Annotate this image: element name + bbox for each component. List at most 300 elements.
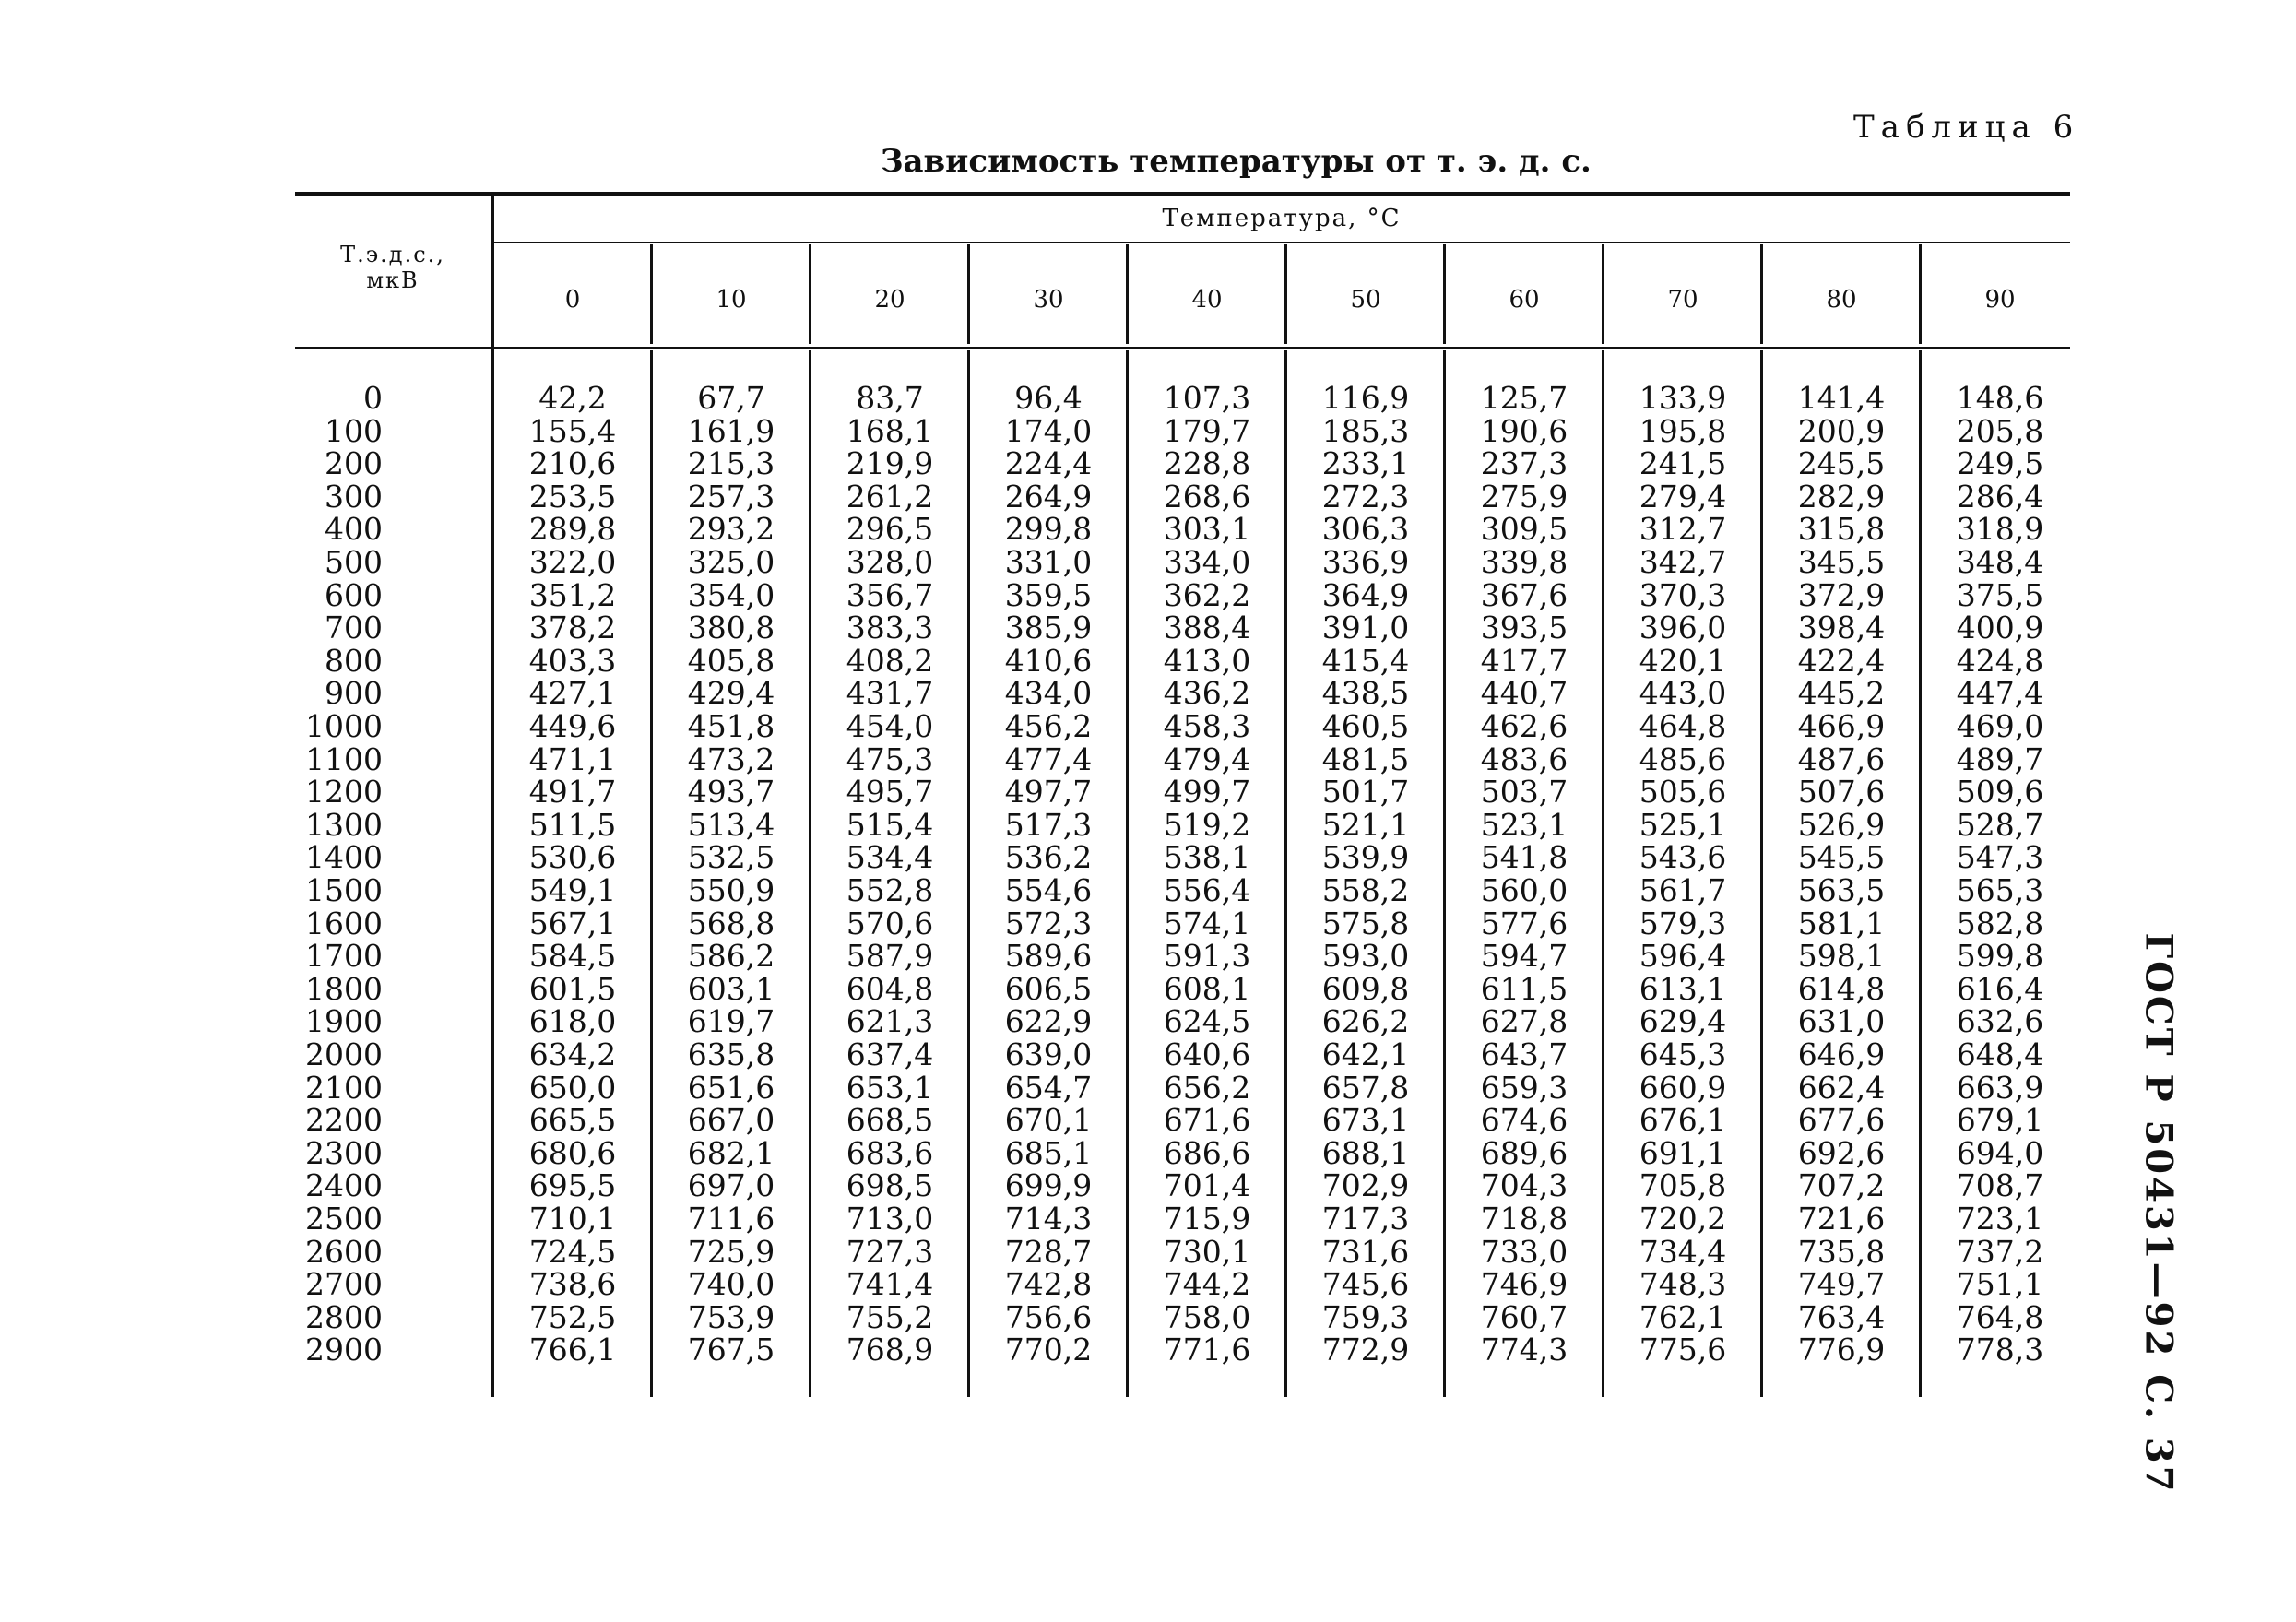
table-cell: 393,5 [1480, 610, 1568, 646]
table-cell: 753,9 [687, 1298, 775, 1335]
column-header: 10 [716, 286, 747, 314]
table-cell: 624,5 [1163, 1003, 1251, 1040]
table-cell: 473,2 [687, 740, 775, 777]
row-emf-label: 2700 [305, 1266, 383, 1303]
table-cell: 686,6 [1163, 1134, 1251, 1171]
table-cell: 734,4 [1639, 1233, 1727, 1270]
table-cell: 749,7 [1797, 1266, 1886, 1303]
table-cell: 275,9 [1480, 478, 1568, 515]
table-cell: 775,6 [1639, 1332, 1727, 1368]
table-cell: 714,3 [1004, 1201, 1093, 1237]
column-header: 90 [1984, 286, 2016, 314]
row-emf-label: 2500 [305, 1201, 383, 1237]
table-cell: 708,7 [1956, 1167, 2044, 1204]
table-cell: 325,0 [687, 544, 775, 580]
table-cell: 179,7 [1163, 412, 1251, 449]
table-cell: 282,9 [1797, 478, 1886, 515]
table-cell: 528,7 [1956, 806, 2044, 843]
table-cell: 116,9 [1321, 380, 1410, 416]
table-cell: 619,7 [687, 1003, 775, 1040]
table-cell: 451,8 [687, 708, 775, 744]
table-cell: 704,3 [1480, 1167, 1568, 1204]
row-emf-label: 0 [363, 380, 383, 416]
row-emf-label: 2100 [305, 1069, 383, 1106]
table-cell: 434,0 [1004, 675, 1093, 712]
column-header: 50 [1350, 286, 1381, 314]
table-cell: 541,8 [1480, 839, 1568, 876]
table-cell: 210,6 [528, 445, 617, 482]
table-cell: 403,3 [528, 642, 617, 679]
table-cell: 692,6 [1797, 1134, 1886, 1171]
table-cell: 653,1 [846, 1069, 934, 1106]
table-cell: 477,4 [1004, 740, 1093, 777]
table-cell: 380,8 [687, 610, 775, 646]
row-emf-label: 2600 [305, 1233, 383, 1270]
table-cell: 168,1 [846, 412, 934, 449]
row-emf-label: 200 [325, 445, 383, 482]
table-cell: 685,1 [1004, 1134, 1093, 1171]
table-cell: 408,2 [846, 642, 934, 679]
table-cell: 691,1 [1639, 1134, 1727, 1171]
table-cell: 697,0 [687, 1167, 775, 1204]
emf-header [295, 242, 491, 293]
table-cell: 561,7 [1639, 872, 1727, 908]
table-cell: 334,0 [1163, 544, 1251, 580]
table-cell: 724,5 [528, 1233, 617, 1270]
table-cell: 584,5 [528, 938, 617, 975]
document-footer: ГОСТ Р 50431—92 С. 37 [2136, 932, 2181, 1495]
table-cell: 481,5 [1321, 740, 1410, 777]
table-cell: 570,6 [846, 905, 934, 941]
table-cell: 634,2 [528, 1036, 617, 1072]
column-header: 40 [1191, 286, 1223, 314]
table-cell: 424,8 [1956, 642, 2044, 679]
row-emf-label: 2300 [305, 1134, 383, 1171]
table-cell: 760,7 [1480, 1298, 1568, 1335]
table-cell: 215,3 [687, 445, 775, 482]
table-cell: 603,1 [687, 970, 775, 1007]
table-cell: 391,0 [1321, 610, 1410, 646]
table-cell: 312,7 [1639, 511, 1727, 548]
table-cell: 543,6 [1639, 839, 1727, 876]
table-cell: 742,8 [1004, 1266, 1093, 1303]
row-emf-label: 2400 [305, 1167, 383, 1204]
table-cell: 475,3 [846, 740, 934, 777]
table-cell: 727,3 [846, 1233, 934, 1270]
table-cell: 289,8 [528, 511, 617, 548]
table-cell: 396,0 [1639, 610, 1727, 646]
table-cell: 604,8 [846, 970, 934, 1007]
table-cell: 375,5 [1956, 576, 2044, 613]
table-cell: 635,8 [687, 1036, 775, 1072]
table-cell: 521,1 [1321, 806, 1410, 843]
table-cell: 547,3 [1956, 839, 2044, 876]
table-cell: 618,0 [528, 1003, 617, 1040]
table-cell: 629,4 [1639, 1003, 1727, 1040]
table-cell: 613,1 [1639, 970, 1727, 1007]
row-emf-label: 100 [325, 412, 383, 449]
table-cell: 429,4 [687, 675, 775, 712]
table-cell: 601,5 [528, 970, 617, 1007]
table-cell: 538,1 [1163, 839, 1251, 876]
table-cell: 598,1 [1797, 938, 1886, 975]
table-cell: 445,2 [1797, 675, 1886, 712]
row-emf-label: 700 [325, 610, 383, 646]
table-number-label: Таблица 6 [1853, 109, 2080, 146]
table-cell: 415,4 [1321, 642, 1410, 679]
table-cell: 699,9 [1004, 1167, 1093, 1204]
table-cell: 608,1 [1163, 970, 1251, 1007]
table-cell: 776,9 [1797, 1332, 1886, 1368]
table-cell: 249,5 [1956, 445, 2044, 482]
column-header: 80 [1826, 286, 1857, 314]
table-cell: 594,7 [1480, 938, 1568, 975]
table-cell: 383,3 [846, 610, 934, 646]
table-cell: 268,6 [1163, 478, 1251, 515]
table-cell: 261,2 [846, 478, 934, 515]
table-cell: 554,6 [1004, 872, 1093, 908]
table-cell: 744,2 [1163, 1266, 1251, 1303]
table-cell: 431,7 [846, 675, 934, 712]
table-cell: 491,7 [528, 774, 617, 811]
table-cell: 345,5 [1797, 544, 1886, 580]
table-cell: 574,1 [1163, 905, 1251, 941]
table-cell: 767,5 [687, 1332, 775, 1368]
table-cell: 689,6 [1480, 1134, 1568, 1171]
table-cell: 497,7 [1004, 774, 1093, 811]
table-cell: 737,2 [1956, 1233, 2044, 1270]
table-cell: 485,6 [1639, 740, 1727, 777]
table-cell: 631,0 [1797, 1003, 1886, 1040]
row-emf-label: 400 [325, 511, 383, 548]
table-cell: 772,9 [1321, 1332, 1410, 1368]
table-cell: 487,6 [1797, 740, 1886, 777]
table-cell: 616,4 [1956, 970, 2044, 1007]
table-cell: 718,8 [1480, 1201, 1568, 1237]
row-emf-label: 1000 [305, 708, 383, 744]
table-cell: 556,4 [1163, 872, 1251, 908]
table-cell: 161,9 [687, 412, 775, 449]
table-cell: 560,0 [1480, 872, 1568, 908]
table-cell: 671,6 [1163, 1102, 1251, 1139]
table-cell: 318,9 [1956, 511, 2044, 548]
table-cell: 707,2 [1797, 1167, 1886, 1204]
table-cell: 233,1 [1321, 445, 1410, 482]
table-cell: 306,3 [1321, 511, 1410, 548]
table-cell: 141,4 [1797, 380, 1886, 416]
table-cell: 591,3 [1163, 938, 1251, 975]
table-cell: 572,3 [1004, 905, 1093, 941]
table-cell: 469,0 [1956, 708, 2044, 744]
table-cell: 698,5 [846, 1167, 934, 1204]
table-cell: 764,8 [1956, 1298, 2044, 1335]
row-emf-label: 1400 [305, 839, 383, 876]
table-cell: 205,8 [1956, 412, 2044, 449]
table-cell: 755,2 [846, 1298, 934, 1335]
table-cell: 662,4 [1797, 1069, 1886, 1106]
table-cell: 148,6 [1956, 380, 2044, 416]
table-cell: 677,6 [1797, 1102, 1886, 1139]
table-cell: 701,4 [1163, 1167, 1251, 1204]
table-cell: 663,9 [1956, 1069, 2044, 1106]
table-cell: 322,0 [528, 544, 617, 580]
table-cell: 751,1 [1956, 1266, 2044, 1303]
table-cell: 545,5 [1797, 839, 1886, 876]
table-cell: 762,1 [1639, 1298, 1727, 1335]
table-cell: 83,7 [856, 380, 924, 416]
table-cell: 385,9 [1004, 610, 1093, 646]
table-cell: 509,6 [1956, 774, 2044, 811]
row-emf-label: 2900 [305, 1332, 383, 1368]
table-cell: 771,6 [1163, 1332, 1251, 1368]
table-cell: 507,6 [1797, 774, 1886, 811]
table-cell: 315,8 [1797, 511, 1886, 548]
table-cell: 642,1 [1321, 1036, 1410, 1072]
table-cell: 303,1 [1163, 511, 1251, 548]
table-cell: 356,7 [846, 576, 934, 613]
table-cell: 155,4 [528, 412, 617, 449]
table-cell: 378,2 [528, 610, 617, 646]
emf-header-label: Т.э.д.с., [340, 242, 445, 267]
table-cell: 646,9 [1797, 1036, 1886, 1072]
table-cell: 778,3 [1956, 1332, 2044, 1368]
table-cell: 279,4 [1639, 478, 1727, 515]
table-cell: 511,5 [528, 806, 617, 843]
table-cell: 331,0 [1004, 544, 1093, 580]
row-emf-label: 1300 [305, 806, 383, 843]
table-cell: 195,8 [1639, 412, 1727, 449]
table-cell: 721,6 [1797, 1201, 1886, 1237]
table-cell: 427,1 [528, 675, 617, 712]
table-cell: 659,3 [1480, 1069, 1568, 1106]
table-cell: 711,6 [687, 1201, 775, 1237]
table-cell: 763,4 [1797, 1298, 1886, 1335]
table-cell: 599,8 [1956, 938, 2044, 975]
table-cell: 367,6 [1480, 576, 1568, 613]
row-emf-label: 1200 [305, 774, 383, 811]
column-header: 60 [1509, 286, 1540, 314]
table-cell: 483,6 [1480, 740, 1568, 777]
table-cell: 309,5 [1480, 511, 1568, 548]
table-cell: 752,5 [528, 1298, 617, 1335]
table-cell: 398,4 [1797, 610, 1886, 646]
table-cell: 438,5 [1321, 675, 1410, 712]
table-cell: 466,9 [1797, 708, 1886, 744]
table-cell: 436,2 [1163, 675, 1251, 712]
table-cell: 668,5 [846, 1102, 934, 1139]
temperature-header-rule [493, 242, 2070, 243]
table-cell: 651,6 [687, 1069, 775, 1106]
table-cell: 253,5 [528, 478, 617, 515]
table-cell: 489,7 [1956, 740, 2044, 777]
table-cell: 563,5 [1797, 872, 1886, 908]
table-cell: 643,7 [1480, 1036, 1568, 1072]
table-cell: 534,4 [846, 839, 934, 876]
table-cell: 770,2 [1004, 1332, 1093, 1368]
table-cell: 410,6 [1004, 642, 1093, 679]
table-cell: 372,9 [1797, 576, 1886, 613]
table-cell: 370,3 [1639, 576, 1727, 613]
table-cell: 413,0 [1163, 642, 1251, 679]
table-cell: 587,9 [846, 938, 934, 975]
table-cell: 579,3 [1639, 905, 1727, 941]
table-cell: 348,4 [1956, 544, 2044, 580]
table-cell: 694,0 [1956, 1134, 2044, 1171]
table-cell: 648,4 [1956, 1036, 2044, 1072]
table-cell: 449,6 [528, 708, 617, 744]
table-cell: 517,3 [1004, 806, 1093, 843]
table-cell: 190,6 [1480, 412, 1568, 449]
table-cell: 680,6 [528, 1134, 617, 1171]
table-cell: 740,0 [687, 1266, 775, 1303]
table-cell: 710,1 [528, 1201, 617, 1237]
table-cell: 654,7 [1004, 1069, 1093, 1106]
table-cell: 679,1 [1956, 1102, 2044, 1139]
table-cell: 342,7 [1639, 544, 1727, 580]
table-cell: 639,0 [1004, 1036, 1093, 1072]
table-cell: 513,4 [687, 806, 775, 843]
table-cell: 774,3 [1480, 1332, 1568, 1368]
table-cell: 745,6 [1321, 1266, 1410, 1303]
table-cell: 328,0 [846, 544, 934, 580]
table-cell: 364,9 [1321, 576, 1410, 613]
table-cell: 536,2 [1004, 839, 1093, 876]
table-cell: 645,3 [1639, 1036, 1727, 1072]
table-cell: 622,9 [1004, 1003, 1093, 1040]
table-cell: 667,0 [687, 1102, 775, 1139]
table-cell: 532,5 [687, 839, 775, 876]
table-cell: 568,8 [687, 905, 775, 941]
column-header: 20 [874, 286, 905, 314]
table-cell: 228,8 [1163, 445, 1251, 482]
table-cell: 558,2 [1321, 872, 1410, 908]
table-cell: 577,6 [1480, 905, 1568, 941]
table-cell: 351,2 [528, 576, 617, 613]
table-cell: 670,1 [1004, 1102, 1093, 1139]
table-cell: 257,3 [687, 478, 775, 515]
table-cell: 447,4 [1956, 675, 2044, 712]
temperature-header: Температура, °С [1162, 205, 1402, 232]
table-cell: 464,8 [1639, 708, 1727, 744]
table-cell: 125,7 [1480, 380, 1568, 416]
table-cell: 523,1 [1480, 806, 1568, 843]
table-cell: 713,0 [846, 1201, 934, 1237]
table-cell: 440,7 [1480, 675, 1568, 712]
table-cell: 657,8 [1321, 1069, 1410, 1106]
table-cell: 627,8 [1480, 1003, 1568, 1040]
table-cell: 454,0 [846, 708, 934, 744]
table-cell: 725,9 [687, 1233, 775, 1270]
table-cell: 552,8 [846, 872, 934, 908]
table-cell: 683,6 [846, 1134, 934, 1171]
table-cell: 471,1 [528, 740, 617, 777]
table-cell: 581,1 [1797, 905, 1886, 941]
table-cell: 359,5 [1004, 576, 1093, 613]
table-cell: 200,9 [1797, 412, 1886, 449]
table-cell: 264,9 [1004, 478, 1093, 515]
table-cell: 519,2 [1163, 806, 1251, 843]
table-cell: 660,9 [1639, 1069, 1727, 1106]
row-emf-label: 300 [325, 478, 383, 515]
table-cell: 606,5 [1004, 970, 1093, 1007]
row-emf-label: 1800 [305, 970, 383, 1007]
table-cell: 286,4 [1956, 478, 2044, 515]
table-cell: 400,9 [1956, 610, 2044, 646]
table-cell: 741,4 [846, 1266, 934, 1303]
table-cell: 515,4 [846, 806, 934, 843]
table-cell: 526,9 [1797, 806, 1886, 843]
row-emf-label: 1900 [305, 1003, 383, 1040]
table-cell: 174,0 [1004, 412, 1093, 449]
table-cell: 731,6 [1321, 1233, 1410, 1270]
table-cell: 539,9 [1321, 839, 1410, 876]
table-cell: 715,9 [1163, 1201, 1251, 1237]
table-cell: 501,7 [1321, 774, 1410, 811]
table-cell: 688,1 [1321, 1134, 1410, 1171]
row-emf-label: 2200 [305, 1102, 383, 1139]
table-cell: 575,8 [1321, 905, 1410, 941]
table-cell: 766,1 [528, 1332, 617, 1368]
table-cell: 503,7 [1480, 774, 1568, 811]
table-cell: 673,1 [1321, 1102, 1410, 1139]
row-emf-label: 1700 [305, 938, 383, 975]
table-cell: 593,0 [1321, 938, 1410, 975]
table-cell: 695,5 [528, 1167, 617, 1204]
table-cell: 133,9 [1639, 380, 1727, 416]
table-cell: 728,7 [1004, 1233, 1093, 1270]
table-cell: 611,5 [1480, 970, 1568, 1007]
emf-header-unit: мкВ [366, 267, 420, 293]
table-cell: 493,7 [687, 774, 775, 811]
table-cell: 336,9 [1321, 544, 1410, 580]
table-cell: 717,3 [1321, 1201, 1410, 1237]
table-cell: 758,0 [1163, 1298, 1251, 1335]
row-emf-label: 800 [325, 642, 383, 679]
table-cell: 219,9 [846, 445, 934, 482]
table-cell: 495,7 [846, 774, 934, 811]
table-cell: 354,0 [687, 576, 775, 613]
row-emf-label: 500 [325, 544, 383, 580]
table-cell: 565,3 [1956, 872, 2044, 908]
table-cell: 185,3 [1321, 412, 1410, 449]
table-cell: 738,6 [528, 1266, 617, 1303]
table-title: Зависимость температуры от т. э. д. с. [881, 143, 1592, 180]
table-cell: 733,0 [1480, 1233, 1568, 1270]
table-cell: 245,5 [1797, 445, 1886, 482]
table-cell: 505,6 [1639, 774, 1727, 811]
table-cell: 756,6 [1004, 1298, 1093, 1335]
table-cell: 237,3 [1480, 445, 1568, 482]
table-cell: 621,3 [846, 1003, 934, 1040]
row-emf-label: 2000 [305, 1036, 383, 1072]
table-cell: 362,2 [1163, 576, 1251, 613]
table-cell: 748,3 [1639, 1266, 1727, 1303]
table-cell: 586,2 [687, 938, 775, 975]
table-cell: 405,8 [687, 642, 775, 679]
table-cell: 96,4 [1014, 380, 1083, 416]
table-cell: 460,5 [1321, 708, 1410, 744]
table-cell: 676,1 [1639, 1102, 1727, 1139]
table-cell: 730,1 [1163, 1233, 1251, 1270]
column-header: 0 [564, 286, 581, 314]
table-cell: 705,8 [1639, 1167, 1727, 1204]
table-cell: 299,8 [1004, 511, 1093, 548]
table-cell: 640,6 [1163, 1036, 1251, 1072]
table-cell: 596,4 [1639, 938, 1727, 975]
row-emf-label: 600 [325, 576, 383, 613]
table-cell: 589,6 [1004, 938, 1093, 975]
row-emf-label: 900 [325, 675, 383, 712]
